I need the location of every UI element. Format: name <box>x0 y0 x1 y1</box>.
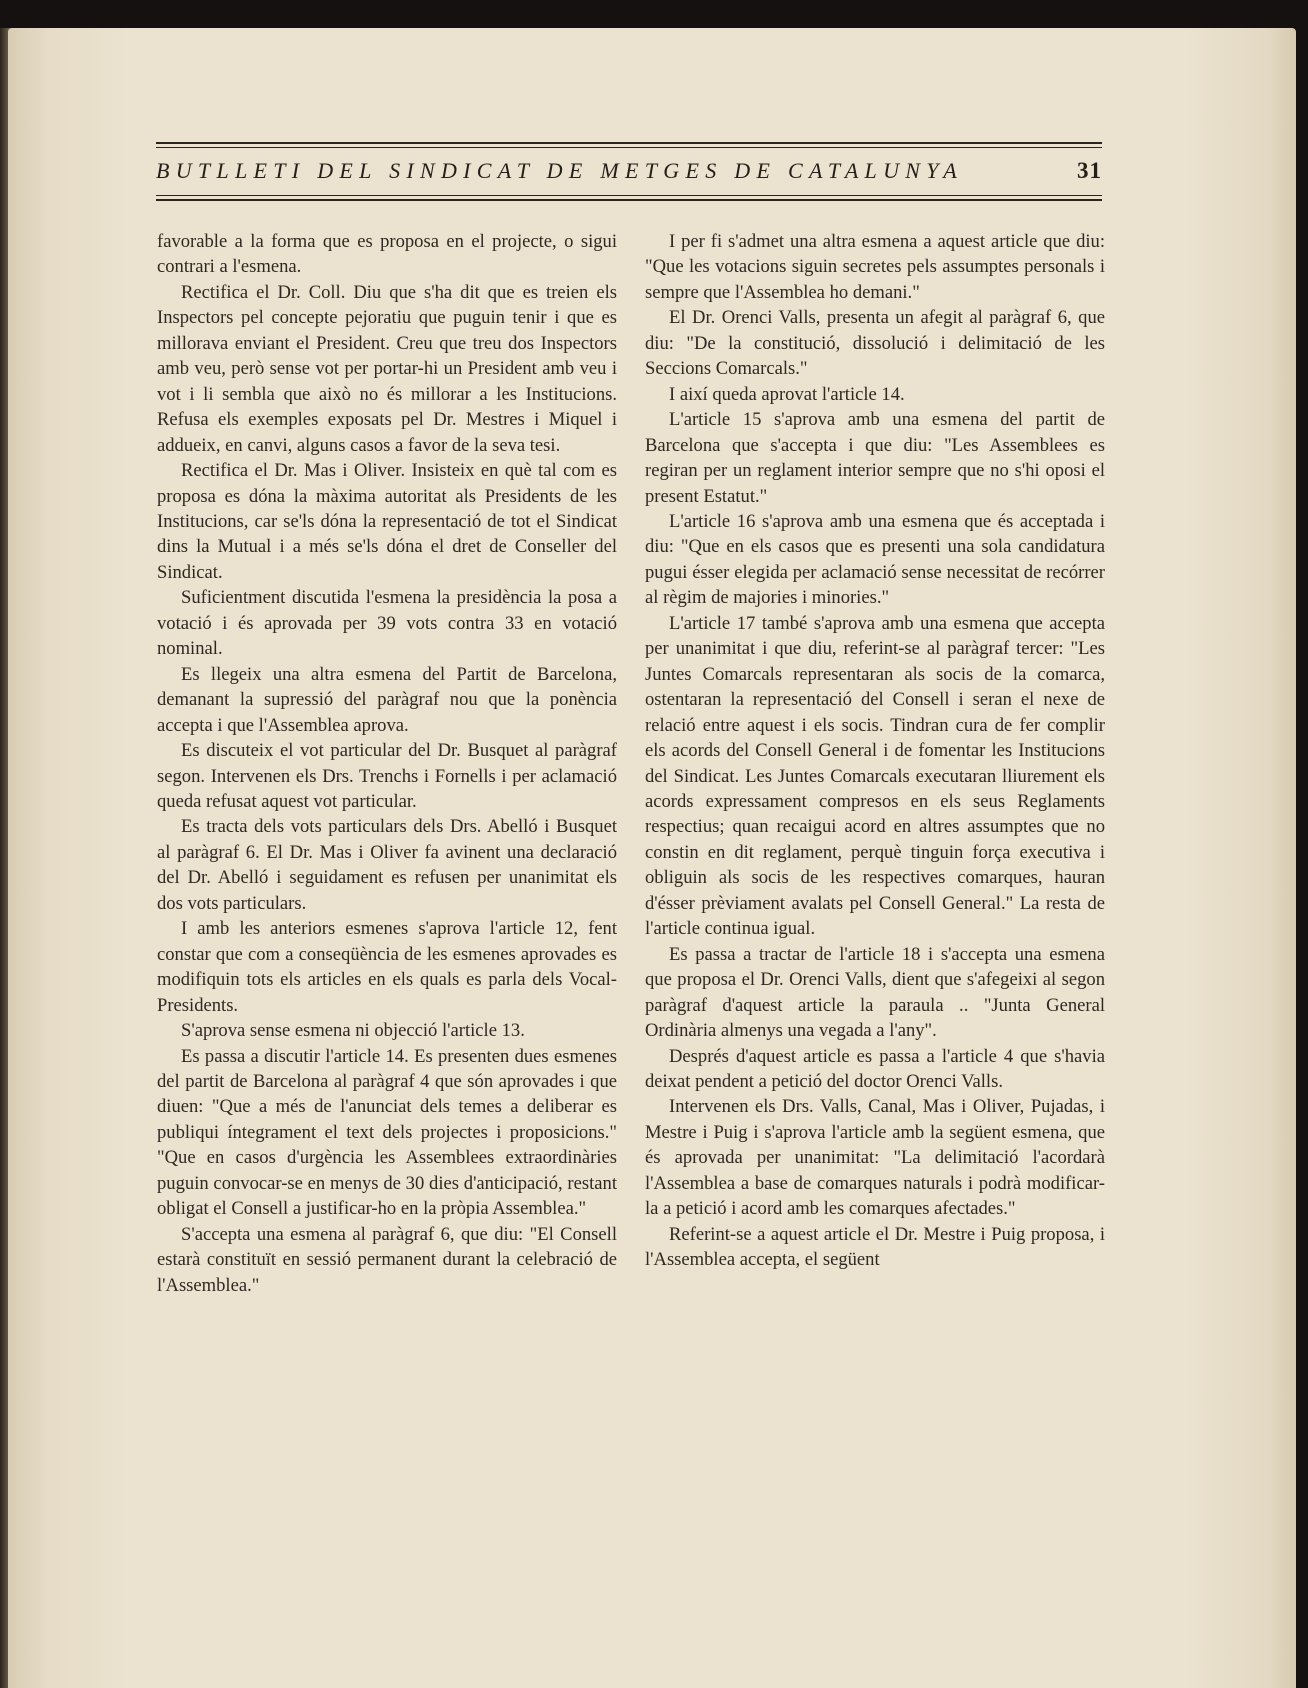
left-column <box>157 229 617 1298</box>
header-top-rule <box>156 142 1102 144</box>
paragraph: Rectifica el Dr. Mas i Oliver. Insisteix en què tal com es proposa es dóna la màxima autoritat als Presidents de les Institucions, car se'ls dóna la representació de tot el Sindicat dins la Mutual i a més se'ls dóna el dret de Conseller del Sindicat. <box>157 460 617 583</box>
paragraph: L'article 17 també s'aprova amb una esmena que accepta per unanimitat i que diu, referint-se al paràgraf tercer: "Les Juntes Comarcals representaran als socis de la comarca, ostentaran la representació del Consell i seran el nexe de relació entre aquest i els socis. Tindran cura de fer complir els acords del Consell General i de fomentar les Institucions del Sindicat. Les Juntes Comarcals executaran lliurement els acords expressament compresos en els seus Reglaments respectius; quan recaigui acord en altres assumptes que no constin en dit reglament, perquè tinguin força executiva i obliguin als socis de les respectives comarques, hauran d'ésser prèviament avalats pel Consell General." La resta de l'article continua igual. <box>645 612 1105 940</box>
paragraph: I així queda aprovat l'article 14. <box>669 383 905 405</box>
paragraph: Intervenen els Drs. Valls, Canal, Mas i Oliver, Pujadas, i Mestre i Puig i s'aprova l'article amb la següent esmena, que és aprovada per unanimitat: "La delimitació l'acordarà l'Assemblea a base de comarques naturals i podrà modificar-la a petició i acord amb les comarques afectades." <box>645 1096 1105 1220</box>
paragraph: Es passa a discutir l'article 14. Es presenten dues esmenes del partit de Barcelona al paràgraf 4 que són aprovades i que diuen: "Que a més de l'anunciat dels temes a deliberar es publiqui íntegrament el text dels projectes i proposicions." "Que en casos d'urgència les Assemblees extraordinàries puguin convocar-se en menys de 30 dies d'anticipació, restant obligat el Consell a justificar-ho en la pròpia Assemblea." <box>157 1045 617 1220</box>
paragraph: I amb les anteriors esmenes s'aprova l'article 12, fent constar que com a conseqüència de les esmenes aprovades es modifiquin tots els articles en els quals es parla dels Vocal-Presidents. <box>157 918 617 1016</box>
paragraph: Es passa a tractar de l'article 18 i s'accepta una esmena que proposa el Dr. Orenci Valls, dient que s'afegeixi al segon paràgraf d'aquest article la paraula .. "Junta General Ordinària almenys una vegada a l'any". <box>645 943 1105 1042</box>
right-column <box>645 229 1105 1273</box>
paragraph: Es llegeix una altra esmena del Partit de Barcelona, demanant la supressió del paràgraf nou que la ponència accepta i que l'Assemblea aprova. <box>157 663 617 736</box>
running-title: BUTLLETI DEL SINDICAT DE METGES DE CATALUNYA <box>156 158 963 183</box>
paragraph: Després d'aquest article es passa a l'article 4 que s'havia deixat pendent a petició del doctor Orenci Valls. <box>645 1045 1105 1092</box>
paragraph: I per fi s'admet una altra esmena a aquest article que diu: "Que les votacions siguin secretes pels assumptes personals i sempre que l'Assemblea ho demani." <box>645 231 1105 303</box>
paragraph: Es tracta dels vots particulars dels Drs. Abelló i Busquet al paràgraf 6. El Dr. Mas i Oliver fa avinent una declaració del Dr. Abelló i seguidament es refusen per unanimitat els dos vots particulars. <box>157 816 617 914</box>
page-header <box>156 142 1102 201</box>
paragraph: L'article 16 s'aprova amb una esmena que és acceptada i diu: "Que en els casos que es presenti una sola candidatura pugui ésser elegida per aclamació sense necessitat de recórrer al règim de majories i minories." <box>645 510 1105 609</box>
paragraph: S'aprova sense esmena ni objecció l'article 13. <box>181 1020 525 1042</box>
paragraph: Es discuteix el vot particular del Dr. Busquet al paràgraf segon. Intervenen els Drs. Trenchs i Fornells i per aclamació queda refusat aquest vot particular. <box>157 740 617 812</box>
paragraph: Referint-se a aquest article el Dr. Mestre i Puig proposa, i l'Assemblea accepta, el següent <box>645 1223 1105 1271</box>
paragraph: L'article 15 s'aprova amb una esmena del partit de Barcelona que s'accepta i que diu: "Les Assemblees es regiran per un reglament interior sempre que no s'hi oposi el present Estatut." <box>645 409 1105 507</box>
header-line <box>156 148 1102 192</box>
header-bottom-rule-thin <box>156 195 1102 196</box>
paragraph: S'accepta una esmena al paràgraf 6, que diu: "El Consell estarà constituït en sessió permanent durant la celebració de l'Assemblea." <box>157 1223 617 1296</box>
paragraph: favorable a la forma que es proposa en el projecte, o sigui contrari a l'esmena. <box>157 231 617 278</box>
paragraph: Rectifica el Dr. Coll. Diu que s'ha dit que es treien els Inspectors pel concepte pejoratiu que puguin tenir i que es millorava enviant el President. Creu que treu dos Inspectors amb veu, però sense vot per portar-hi un President amb veu i vot i li sembla que això no és millorar a les Institucions. Refusa els exemples exposats pel Dr. Mestres i Miquel i addueix, en canvi, alguns casos a favor de la seva tesi. <box>157 281 617 456</box>
page-number: 31 <box>1077 158 1102 183</box>
paragraph: Suficientment discutida l'esmena la presidència la posa a votació i és aprovada per 39 vots contra 33 en votació nominal. <box>157 587 617 660</box>
paragraph: El Dr. Orenci Valls, presenta un afegit al paràgraf 6, que diu: "De la constitució, dissolució i delimitació de les Seccions Comarcals." <box>645 307 1105 380</box>
header-bottom-rule <box>156 199 1102 201</box>
